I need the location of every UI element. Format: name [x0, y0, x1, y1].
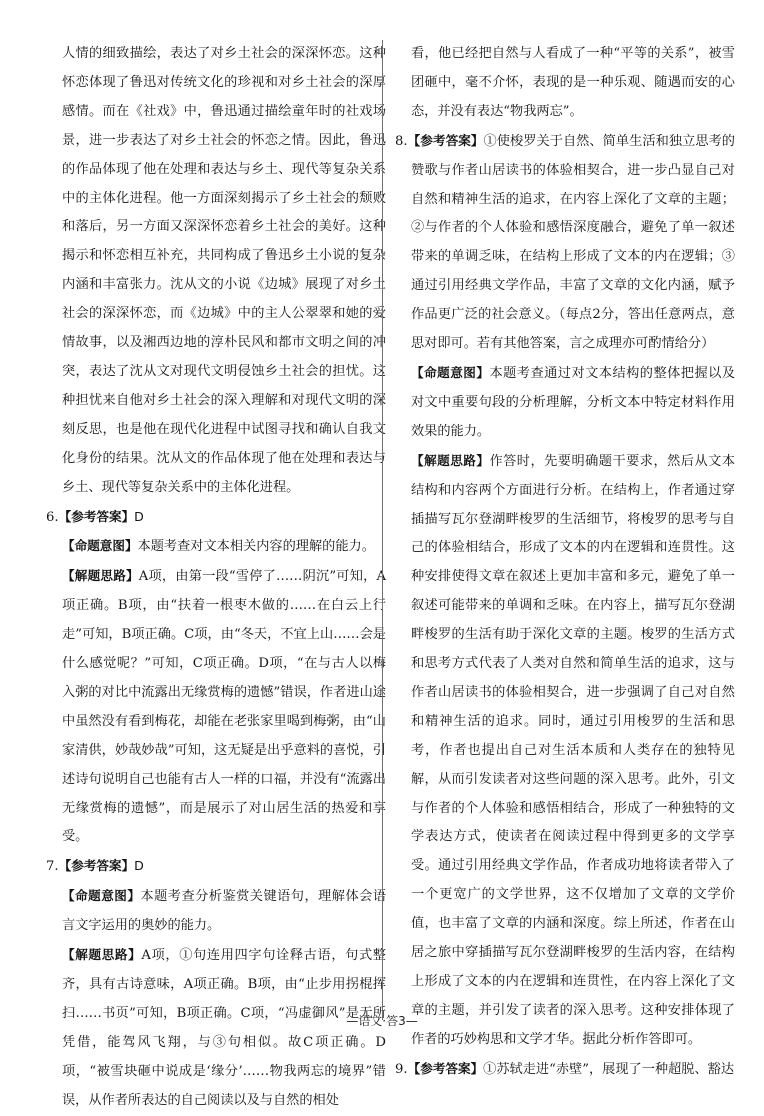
q6-intent-tag: 【命题意图】 — [62, 538, 138, 554]
q7-intent-tag: 【命题意图】 — [62, 888, 141, 904]
q9-answer — [395, 1055, 735, 1085]
q6-answer-tag: 【参考答案】 — [58, 508, 135, 524]
left-column — [46, 40, 387, 1116]
page-footer: —语文·答3— — [346, 1014, 418, 1028]
q6-approach — [62, 562, 386, 852]
q7-intent — [62, 882, 386, 941]
q6-approach-text: A项，由第一段“雪停了……阴沉”可知，A项正确。B项，由“扶着一根枣木做的……在白云上行走”可知，B项正确。C项，由“冬天，不宜上山……会是什么感觉呢？”可知，C项正确。D项，“在与古人以梅入粥的对比中流露出无缘赏梅的遗憾”错误，作者进山途中虽然没有看到梅花，却能在老张家里喝到梅粥，由“山家清供，妙哉妙哉”可知，这无疑是出乎意料的喜悦，引述诗句说明自己也能有古人一样的口福，并没有“流露出无缘赏梅的遗憾”，而是展示了对山居生活的热爱和享受。 — [62, 569, 387, 845]
q6-answer — [46, 503, 386, 533]
right-column — [395, 40, 736, 1085]
q6-approach-tag: 【解题思路】 — [62, 568, 139, 584]
q8-approach-text: 作答时，先要明确题干要求，然后从文本结构和内容两个方面进行分析。在结构上，作者通过穿插描写瓦尔登湖畔梭罗的生活细节，将梭罗的思考与自己的体验相结合，形成了文本的内在逻辑和连贯性。这种安排使得文章在叙述上更加丰富和多元，避免了单一叙述可能带来的单调和乏味。在内容上，描写瓦尔登湖畔梭罗的生活有助于深化文章的主题。梭罗的生活方式和思考方式代表了人类对自然和简单生活的追求，这与作者山居读书的体验相契合，进一步强调了自己对自然和精神生活的追求。同时，通过引用梭罗的生活和思考，作者也提出自己对生活本质和人类存在的独特见解，从而引发读者对这些问题的深入思考。此外，引文与作者的个人体验和感悟相结合，形成了一种独特的文学表达方式，使读者在阅读过程中得到更多的文学享受。通过引用经典文学作品，作者成功地将读者带入了一个更宽广的文学世界，这不仅增加了文章的文学价值，也丰富了文章的内涵和深度。综上所述，作者在山居之旅中穿插描写瓦尔登湖畔梭罗的生活内容，在结构上形成了文本的内在逻辑和连贯性，在内容上深化了文章的主题，并引发了读者的深入思考。这种安排体现了作者的巧妙构思和文学才华。据此分析作答即可。 — [411, 453, 736, 1047]
q9-answer-text: ①苏轼走进“赤壁”，展现了一种超脱、豁达 — [483, 1061, 735, 1077]
q8-approach-tag: 【解题思路】 — [411, 452, 490, 468]
column-divider — [382, 40, 383, 1020]
q8-answer-text: ①使梭罗关于自然、简单生活和独立思考的赞歌与作者山居读书的体验相契合，进一步凸显自己对自然和精神生活的追求，在内容上深化了文章的主题；②与作者的个人体验和感悟深度融合，避免了单一叙述带来的单调乏味，在结构上形成了文本的内在逻辑；③通过引用经典文学作品，丰富了文章的文化内涵，赋予作品更广泛的社会意义。（每点2分，答出任意两点，意思对即可。若有其他答案，言之成理亦可酌情给分） — [411, 133, 735, 352]
q7-answer — [46, 852, 386, 882]
q8-answer-tag: 【参考答案】 — [407, 132, 484, 148]
q6-answer-value: D — [134, 508, 144, 524]
q7-answer-tag: 【参考答案】 — [58, 858, 135, 874]
q7-approach-text: A项，①句连用四字句诠释古语，句式整齐，具有古诗意味，A项正确。B项，由“止步用拐棍挥扫……书页”可知，B项正确。C项，“冯虚御风”是无所凭借，能驾风飞翔，与③句相似。故C项正确。D项，“被雪块砸中说成是‘缘分’……物我两忘的境界”错误，从作者所表达的自己阅读以及与自然的相处 — [62, 948, 386, 1108]
q9-number: 9. — [395, 1061, 408, 1077]
q8-intent — [411, 359, 735, 447]
q7-answer-value: D — [134, 858, 144, 874]
q8-number: 8. — [395, 133, 408, 149]
q9-answer-tag: 【参考答案】 — [407, 1060, 484, 1076]
q6-number: 6. — [46, 509, 59, 525]
q6-intent — [62, 532, 386, 562]
q8-intent-text: 本题考查通过对文本结构的整体把握以及对文中重要句段的分析理解，分析文本中特定材料作用效果的能力。 — [411, 365, 736, 439]
q7-intent-text: 本题考查分析鉴赏关键语句，理解体会语言文字运用的奥妙的能力。 — [62, 889, 387, 934]
q8-approach — [411, 447, 735, 1055]
q8-intent-tag: 【命题意图】 — [411, 364, 490, 380]
q6-intent-text: 本题考查对文本相关内容的理解的能力。 — [137, 539, 375, 555]
q7-number: 7. — [46, 859, 59, 875]
q8-answer — [395, 127, 735, 359]
q7-approach-continued: 看，他已经把自然与人看成了一种“平等的关系”，被雪团砸中，毫不介怀，表现的是一种乐观、随遇而安的心态，并没有表达“物我两忘”。 — [411, 46, 735, 119]
q7-approach-tag: 【解题思路】 — [62, 947, 142, 963]
intro-paragraph: 人情的细致描绘，表达了对乡土社会的深深怀恋。这种怀恋体现了鲁迅对传统文化的珍视和对乡土社会的深厚感情。而在《社戏》中，鲁迅通过描绘童年时的社戏场景，进一步表达了对乡土社会的怀恋之情。因此，鲁迅的作品体现了他在处理和表达与乡土、现代等复杂关系中的主体化进程。他一方面深刻揭示了乡土社会的颓败和落后，另一方面又深深怀恋着乡土社会的美好。这种揭示和怀恋相互补充，共同构成了鲁迅乡土小说的复杂内涵和丰富张力。沈从文的小说《边城》展现了对乡土社会的深深怀恋，而《边城》中的主人公翠翠和她的爱情故事，以及湘西边地的淳朴民风和都市文明之间的冲突，表达了沈从文对现代文明侵蚀乡土社会的担忧。这种担忧来自他对乡土社会的深入理解和对现代文明的深刻反思，也是他在现代化进程中试图寻找和确认自我文化身份的结果。沈从文的作品体现了他在处理和表达与乡土、现代等复杂关系中的主体化进程。 — [62, 46, 386, 495]
